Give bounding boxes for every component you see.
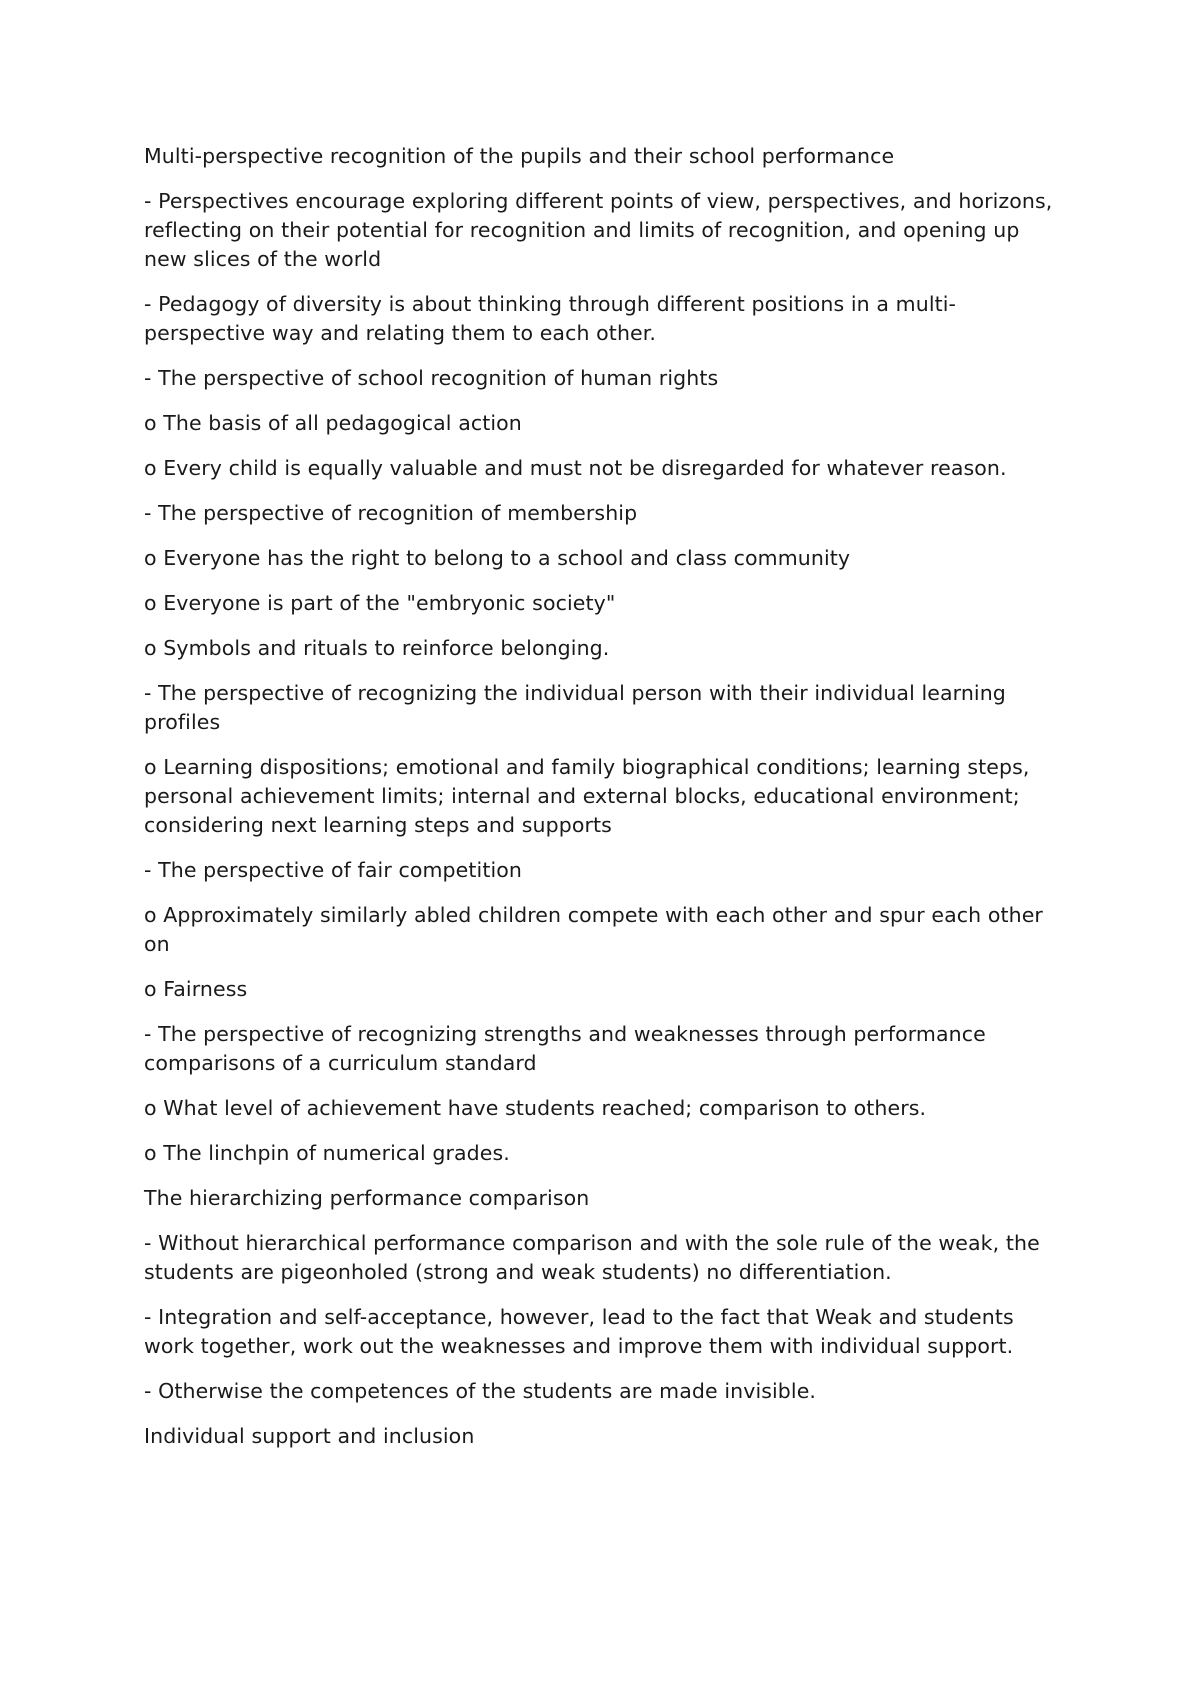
sub-bullet-paragraph: o Symbols and rituals to reinforce belonging. [144, 636, 610, 660]
document-body [144, 142, 1064, 1467]
bullet-paragraph: - Integration and self-acceptance, however, lead to the fact that Weak and students work together, work out the weaknesses and improve them with individual support. [144, 1305, 1014, 1358]
section-heading: Multi-perspective recognition of the pupils and their school performance [144, 144, 895, 168]
bullet-paragraph: - Pedagogy of diversity is about thinking through different positions in a multi-perspective way and relating them to each other. [144, 292, 957, 345]
bullet-paragraph: - Without hierarchical performance comparison and with the sole rule of the weak, the students are pigeonholed (strong and weak students) no differentiation. [144, 1231, 1040, 1284]
sub-bullet-paragraph: o Fairness [144, 977, 248, 1001]
section-heading: Individual support and inclusion [144, 1424, 475, 1448]
section-heading: The hierarchizing performance comparison [144, 1186, 590, 1210]
sub-bullet-paragraph: o Learning dispositions; emotional and family biographical conditions; learning steps, personal achievement limits; internal and external blocks, educational environment; considering next learning steps and supports [144, 755, 1030, 837]
sub-bullet-paragraph: o Everyone has the right to belong to a school and class community [144, 546, 851, 570]
sub-bullet-paragraph: o Everyone is part of the "embryonic society" [144, 591, 616, 615]
bullet-paragraph: - Otherwise the competences of the students are made invisible. [144, 1379, 817, 1403]
sub-bullet-paragraph: o What level of achievement have students reached; comparison to others. [144, 1096, 927, 1120]
bullet-paragraph: - Perspectives encourage exploring different points of view, perspectives, and horizons, reflecting on their potential for recognition and limits of recognition, and opening up new slices of the world [144, 189, 1053, 271]
sub-bullet-paragraph: o The linchpin of numerical grades. [144, 1141, 510, 1165]
sub-bullet-paragraph: o Every child is equally valuable and must not be disregarded for whatever reason. [144, 456, 1007, 480]
bullet-paragraph: - The perspective of recognizing the individual person with their individual learning profiles [144, 681, 1006, 734]
sub-bullet-paragraph: o The basis of all pedagogical action [144, 411, 522, 435]
bullet-paragraph: - The perspective of recognition of membership [144, 501, 638, 525]
sub-bullet-paragraph: o Approximately similarly abled children compete with each other and spur each other on [144, 903, 1043, 956]
bullet-paragraph: - The perspective of recognizing strengths and weaknesses through performance comparisons of a curriculum standard [144, 1022, 986, 1075]
bullet-paragraph: - The perspective of fair competition [144, 858, 522, 882]
bullet-paragraph: - The perspective of school recognition of human rights [144, 366, 719, 390]
